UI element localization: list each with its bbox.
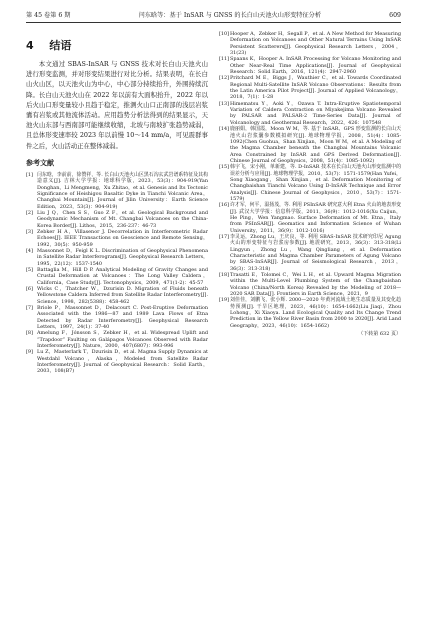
reference-number: [10] bbox=[219, 31, 230, 37]
reference-text: Liu J Q，Chen S S，Guo Z F，et al. Geological Background and Geodynamic Mechanism of Mt. Changbai Volcanoes on the China-Korea Border[J]. Lithos，2015，236-237：46-73 bbox=[37, 209, 208, 229]
section-number: 4 bbox=[26, 39, 34, 52]
left-column bbox=[26, 31, 208, 375]
reference-number: [1] bbox=[26, 171, 33, 178]
reference-text: Spaans K，Hooper A. InSAR Processing for Volcano Monitoring and Other Near-Real Time Applications[J]. Journal of Geophysical Research：Solid Earth，2016，121(4)：2947-2960 bbox=[230, 56, 401, 76]
conclusion-paragraph: 本文通过 SBAS-InSAR 与 GNSS 技术对长白山天池火山进行形变监测，并对形变结果进行对比分析。结果表明，在长白山火山区，以天池火山为中心，中心部分持续抬升，外围持续沉降。长白山天池火山在 2022 年以前有大面积抬升，2022 年以后火山口形变量较小且趋于稳定，推测火山口正南部的浅层岩浆囊有岩浆或其他流体活动。应用趋势分析法得到的结果显示，天池火山东部与西南部可能继续收缩，北坡与南坡扩张趋势减弱，且总体形变速率较 2023 年以前慢 10～14 mm/a，可见震群事件之后，火山活动正在整体减弱。 bbox=[26, 60, 208, 150]
continued-note: （下转第 632 页） bbox=[358, 331, 401, 338]
reference-text: Wicks C，Thatcher W，Dzurisin D. Migration of Fluids beneath Yellowstone Caldera Inferred from Satellite Radar Interferometry[J]. Science，1998，282(5388)：458-462 bbox=[37, 286, 208, 305]
reference-number: [2] bbox=[26, 209, 33, 216]
reference-number: [19] bbox=[219, 297, 230, 304]
reference-number: [9] bbox=[26, 349, 33, 356]
reference-text: 闫东晗，李前前，徐赞祥，等. 长白山天池火山区黑石沟玄武岩谱系特征及其构造意义[J]. 吉林大学学报：地球科学版，2023，53(3)：904-919(Yan Donghan，Li Mengmeng，Xu Zhitao，et al. Genesis and Its Tectonic Significance of Heishigou Basaltic Dyke in Tianchi Volcanic Area，Changbai Mountain[J]. Journal of Jilin University：Earth Science Edition，2023，53(3)：904-919) bbox=[37, 171, 208, 210]
reference-item bbox=[26, 267, 208, 286]
reference-text: 刘佳佳，刘鹏飞，张小辉. 2000—2020 年黄河流域土地生态质量及其变化趋势预测[J]. 干旱区地理，2023，46(10)：1654-1662(Liu Jiaqi，Zhou Lohong，Xi Xiaoya. Land Ecological Quality and Its Change Trend Prediction in the Yellow River Basin from 2000 to 2020[J]. Arid Land Geography，2023，46(10)：1654-1662) bbox=[230, 297, 401, 329]
reference-item bbox=[26, 172, 208, 210]
reference-item bbox=[26, 330, 208, 349]
right-column bbox=[219, 31, 401, 375]
reference-text: Lu Z，Masterlark T，Dzurisin D，et al. Magma Supply Dynamics at Westdahl Volcano，Alaska，Modeled from Satellite Radar Interferometry[J]. Journal of Geophysical Research：Solid Earth，2003，108(B7) bbox=[37, 349, 208, 375]
reference-number: [13] bbox=[219, 100, 230, 107]
reference-text: Trasatti E，Tolomei C，Wei L H，et al. Upward Magma Migration within the Multi-Level Plumbing System of the Changbaishan Volcano (China/North Korea) Revealed by the Modeling of 2018—2020 SAR Data[J]. Frontiers in Earth Science，2021，9 bbox=[230, 272, 401, 298]
reference-number: [12] bbox=[219, 75, 230, 82]
reference-text: Amelung F，Jónsson S，Zebker H，et al. Widespread Uplift and “Trapdoor” Faulting on Galápagos Volcanoes Observed with Radar Interferometry[J]. Nature，2000，407(6807)：993-996 bbox=[37, 330, 208, 350]
reference-number: [7] bbox=[26, 305, 33, 312]
two-column-body bbox=[26, 31, 401, 375]
reference-number: [3] bbox=[26, 228, 33, 235]
reference-number: [16] bbox=[219, 202, 230, 209]
reference-item bbox=[26, 305, 208, 330]
reference-text: Briole P，Massonnet D，Delacourt C. Post-Eruptive Deformation Associated with the 1986—87 and 1989 Lava Flows of Etna Detected by Radar Interferometry[J]. Geophysical Research Letters，1997，24(1)：37-40 bbox=[37, 305, 208, 331]
reference-number: [5] bbox=[26, 266, 33, 273]
reference-text: Himematsu Y，Aoki Y，Ozawa T. Intra-Eruptive Spatiotemporal Variation of Caldera Contraction on Miyakejima Volcano Revealed by PALSAR and PALSAR-2 Time-Series Data[J]. Journal of Volcanology and Geothermal Research，2022，426：107548 bbox=[230, 100, 401, 126]
reference-number: [6] bbox=[26, 286, 33, 293]
reference-item bbox=[219, 202, 401, 234]
reference-text: 许才军，何平，温扬茂，等. 利用 PSInSAR 研究意大利 Etna 火山的地表形变[J]. 武汉大学学报：信息科学版，2011，36(9)：1012-1016(Xu Caijun，He Ping，Wen Yangmao. Surface Deformation of Mt. Etna，Italy from PSInSAR[J]. Geomatics and Information Science of Wuhan University，2011，36(9)：1012-1016) bbox=[230, 202, 401, 234]
journal-volume: 第 45 卷第 6 期 bbox=[26, 12, 71, 19]
page-number: 609 bbox=[389, 12, 401, 19]
reference-item bbox=[219, 272, 401, 297]
reference-list-left bbox=[26, 172, 208, 375]
reference-list-right bbox=[219, 31, 401, 329]
reference-item bbox=[26, 286, 208, 305]
section-title: 结语 bbox=[49, 39, 72, 52]
reference-item bbox=[219, 297, 401, 329]
article-running-title: 闫东晗等：基于 InSAR 与 GNSS 的长白山天池火山形变特征分析 bbox=[138, 12, 322, 19]
reference-number: [11] bbox=[219, 56, 230, 63]
reference-item bbox=[219, 101, 401, 126]
reference-text: Pritchard M E，Biggs J，Wauthier C，et al. Towards Coordinated Regional Multi-Satellite InSAR Volcano Observations：Results from the Latin America Pilot Project[J]. Journal of Applied Volcanology，2018，7(1)：1-28 bbox=[230, 75, 401, 101]
reference-item bbox=[219, 31, 401, 56]
reference-number: [14] bbox=[219, 126, 230, 133]
references-heading: 参考文献 bbox=[26, 158, 54, 167]
reference-number: [15] bbox=[219, 164, 230, 171]
reference-text: 鹿丽娟，韩国霞，Moon W M，等. 基于 InSAR、GPS 形变监测的长白山天池火山岩浆囊参数模拟研究[J]. 地球物理学报，2008，51(4)：1085-1092(Chen Guohua，Shan Xinjian，Moon W M，et al. A Modeling of the Magma Chamber beneath the Changbai Mountains Volcanic Area Constrained by InSAR and GPS Derived Deformation[J]. Chinese Journal of Geophysics，2008，51(4)：1085-1092) bbox=[230, 126, 401, 164]
reference-text: Zebker H A，Villasenor J. Decorrelation in Interferometric Radar Echoes[J]. IEEE Transactions on Geoscience and Remote Sensing，1992，30(5)：950-959 bbox=[37, 228, 208, 248]
reference-number: [4] bbox=[26, 247, 33, 254]
section-heading bbox=[26, 37, 208, 53]
reference-item bbox=[219, 75, 401, 100]
reference-text: Battaglia M，Hill D P. Analytical Modeling of Gravity Changes and Crustal Deformation at Volcanoes：The Long Valley Caldera，California，Case Study[J]. Tectonophysics，2009，471(1-2)：45-57 bbox=[37, 266, 208, 286]
reference-item bbox=[219, 234, 401, 272]
reference-item bbox=[219, 126, 401, 164]
reference-item bbox=[219, 164, 401, 202]
reference-text: Massonnet D，Feigl K L. Discrimination of Geophysical Phenomena in Satellite Radar Interferograms[J]. Geophysical Research Letters，1995，22(12)：1537-1540 bbox=[37, 247, 208, 267]
reference-item bbox=[219, 56, 401, 75]
reference-item bbox=[26, 210, 208, 229]
reference-text: Hooper A，Zebker H，Segall P，et al. A New Method for Measuring Deformation on Volcanoes and Other Natural Terrains Using InSAR Persistent Scatterers[J]. Geophysical Research Letters，2004，31(23) bbox=[230, 31, 401, 57]
reference-text: 李灵运，Zhong Lu，王庆良，等. 利用 SBAS-InSAR 技术研究印尼 Agung 火山的形变特征与岩浆房参数[J]. 地震研究，2013，36(3)：313-318(Li Lingyun，Zhong Lu，Wang Qingliang，et al. Deformation Characteristic and Magma Chamber Parameters of Agung Volcano by SBAS-InSAR[J]. Journal of Seismological Research，2013，36(3)：313-318) bbox=[230, 234, 401, 272]
reference-item bbox=[26, 248, 208, 267]
reference-number: [17] bbox=[219, 234, 230, 240]
reference-item bbox=[26, 229, 208, 248]
reference-item bbox=[26, 349, 208, 374]
reference-number: [8] bbox=[26, 330, 33, 337]
running-header bbox=[26, 10, 401, 23]
reference-number: [18] bbox=[219, 272, 230, 279]
reference-text: 韩宇飞，宋小刚，单新建，等. D-InSAR 技术在长白山天池火山形变监测中的误差分析与应用[J]. 地球物理学报，2010，53(7)：1571-1579(Han Yufei，Song Xiaogang，Shan Xinjian，et al. Deformation Monitoring of Changbaishan Tianchi Volcano Using D-InSAR Technique and Error Analysis[J]. Chinese Journal of Geophysics，2010，53(7)：1571-1579) bbox=[230, 164, 401, 202]
